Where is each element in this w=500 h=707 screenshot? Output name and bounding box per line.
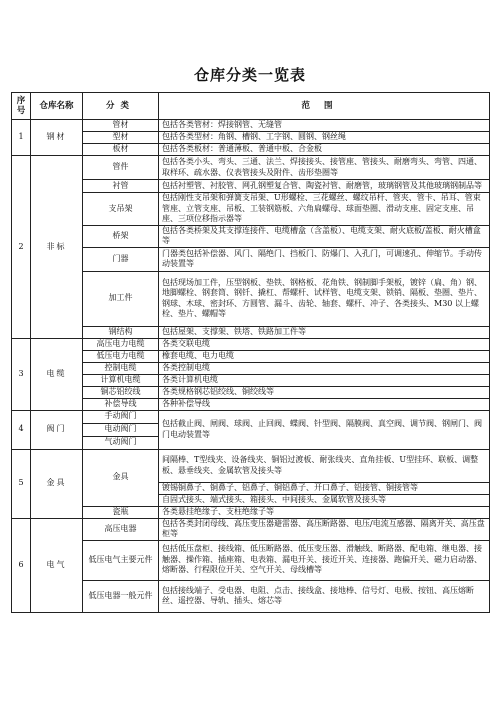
sub-class: 高压电力电缆 (83, 338, 159, 350)
table-row (12, 506, 490, 518)
sub-class: 支吊架 (83, 193, 159, 226)
table-row (12, 540, 490, 580)
scope-cell: 包括各类型材：角钢、槽钢、工字钢、圆钢、钢丝绳 (159, 132, 490, 144)
scope-cell: 包括各类板材：普通薄板、普通中板、合金板 (159, 144, 490, 156)
sub-class: 型材 (83, 132, 159, 144)
warehouse-name: 金具 (31, 449, 83, 518)
row-no: 6 (12, 518, 31, 612)
table-row (12, 398, 490, 410)
warehouse-name: 阀门 (31, 410, 83, 449)
sub-class: 管件 (83, 156, 159, 180)
table-row (12, 374, 490, 386)
scope-cell: 镀锡铜鼻子、铜鼻子、铝鼻子、铜铝鼻子、开口鼻子、铝接管、铜接管等 (159, 482, 490, 494)
scope-cell: 包括低压盘柜、接线箱、低压断路器、低压变压器、滑触线、断路器、配电箱、继电器、接触器、操作箱、插座箱、电表箱、漏电开关、接近开关、连接器、跑偏开关、磁力启动器、熔断器、行程限位开关、空气开关、母线槽等 (159, 540, 490, 580)
sub-class: 高压电器 (83, 518, 159, 540)
sub-class: 门器 (83, 247, 159, 271)
sub-class: 低压电气主要元件 (83, 540, 159, 580)
table-row (12, 271, 490, 326)
row-no: 1 (12, 120, 31, 156)
sub-class: 补偿导线 (83, 398, 159, 410)
scope-cell: 各类计算机电缆 (159, 374, 490, 386)
document-title: 仓库分类一览表 (193, 66, 306, 84)
sub-class: 板材 (83, 144, 159, 156)
sub-class: 桥架 (83, 225, 159, 247)
scope-cell: 各类悬挂绝缘子、支柱绝缘子等 (159, 506, 490, 518)
sub-class: 气动阀门 (83, 436, 159, 449)
scope-cell: 间隔棒、T型线夹、设备线夹、铜铝过渡板、耐张线夹、直角挂板、U型挂环、联板、调整板、悬垂线夹、金属软管及接头等 (159, 449, 490, 482)
table-row (12, 247, 490, 271)
table-row (12, 326, 490, 338)
table-row (12, 180, 490, 193)
scope-cell: 包括衬塑管、衬胶管、网孔钢塑复合管、陶瓷衬管、耐磨管，玻璃钢管及其他玻璃钢制品等 (159, 180, 490, 193)
scope-cell: 自固式接头、端式接头、箱接头、中间接头、金属软管及接头等 (159, 494, 490, 506)
scope-cell: 包括截止阀、闸阀、球阀、止回阀、蝶阀、针型阀、隔膜阀、真空阀、调节阀、钢闸门、阀门电动装置等 (159, 410, 490, 449)
sub-class: 低压电力电缆 (83, 350, 159, 362)
warehouse-name: 钢材 (31, 120, 83, 156)
scope-cell: 门器类包括补偿器、风门、隔绝门、挡板门、防爆门、入孔门，可调速孔、伸缩节。手动传动装置等 (159, 247, 490, 271)
sub-class: 管材 (83, 120, 159, 132)
sub-class: 钢结构 (83, 326, 159, 338)
warehouse-name: 非标 (31, 156, 83, 339)
scope-cell: 各种补偿导线 (159, 398, 490, 410)
table-row (12, 132, 490, 144)
scope-cell: 包括接线端子、受电器、电阻、点击、接线盒、接地棒、信号灯、电极、按钮、高压熔断丝、遥控器、导轨、插头、熔芯等 (159, 580, 490, 612)
sub-class: 手动阀门 (83, 410, 159, 423)
sub-class: 计算机电缆 (83, 374, 159, 386)
warehouse-classification-table (11, 92, 490, 613)
row-no: 2 (12, 156, 31, 339)
table-row (12, 362, 490, 374)
row-no: 5 (12, 449, 31, 518)
scope-cell: 包括屋架、支撑架、铁塔、铁路加工件等 (159, 326, 490, 338)
warehouse-name: 电气 (31, 518, 83, 612)
table-row (12, 338, 490, 350)
table-row (12, 386, 490, 398)
scope-cell: 包括刚性支吊架和弹簧支吊架、U形螺栓、三花螺丝、螺纹吊杆、管夹、管卡、吊耳、管束管座、立管支座、吊板、工装钢筋板、六角扁螺母、球面垫圈、滑动支座、固定支座、吊座、三项位移指示器等 (159, 193, 490, 226)
sub-class: 金具 (83, 449, 159, 506)
row-no: 4 (12, 410, 31, 449)
table-row (12, 144, 490, 156)
sub-class: 低压电器一般元件 (83, 580, 159, 612)
scope-cell: 各类控制电缆 (159, 362, 490, 374)
scope-cell: 各类交联电缆 (159, 338, 490, 350)
sub-class: 控制电缆 (83, 362, 159, 374)
scope-cell: 包括各类管材：焊接钢管、无缝管 (159, 120, 490, 132)
scope-cell: 包括现场加工件，压型钢板、垫铁、钢格板、花角铁、钢制脚手架板，镀锌（扁、角）钢、地脚螺栓、钢套筒、钢钎、撬杠、帮螺杆、试样管、电缆支架、锁销、隔板、垫圈、垫片、钢球、木球、密封环、方圆管、漏斗、齿轮、轴套、螺杆、冲子、各类接头、M30 以上螺栓、垫片、螺帽等 (159, 271, 490, 326)
table-row (12, 449, 490, 482)
header-name: 仓库名称 (31, 93, 83, 120)
table-row (12, 350, 490, 362)
header-class: 分类 (83, 93, 159, 120)
table-row (12, 410, 490, 423)
sub-class: 电动阀门 (83, 423, 159, 436)
warehouse-name: 电缆 (31, 338, 83, 410)
row-no: 3 (12, 338, 31, 410)
scope-cell: 各类规格钢芯铝绞线、铜绞线等 (159, 386, 490, 398)
sub-class: 衬管 (83, 180, 159, 193)
header-scope: 范围 (159, 93, 490, 120)
sub-class: 加工件 (83, 271, 159, 326)
table-row (12, 225, 490, 247)
table-row (12, 156, 490, 180)
scope-cell: 包括各类桥架及其支撑连接件、电缆槽盒（含盖板）、电缆支架、耐火底板/盖板、耐火槽盒等 (159, 225, 490, 247)
table-row (12, 518, 490, 540)
header-no: 序号 (12, 93, 31, 120)
table-row (12, 580, 490, 612)
sub-class: 铜芯铝绞线 (83, 386, 159, 398)
scope-cell: 包括各类封闭母线、高压变压器避雷器、高压断路器、电压/电流互感器、隔离开关、高压盘柜等 (159, 518, 490, 540)
scope-cell: 橡套电缆、电力电缆 (159, 350, 490, 362)
scope-cell: 包括各类小头、弯头、三通、法兰、焊接接头、接管座、管接头、耐磨弯头、弯管、四通、取样环、疏水器、仪表管接头及附件、齿形垫圈等 (159, 156, 490, 180)
table-header-row (12, 93, 490, 120)
table-row (12, 120, 490, 132)
table-row (12, 193, 490, 226)
sub-class: 瓷瓶 (83, 506, 159, 518)
